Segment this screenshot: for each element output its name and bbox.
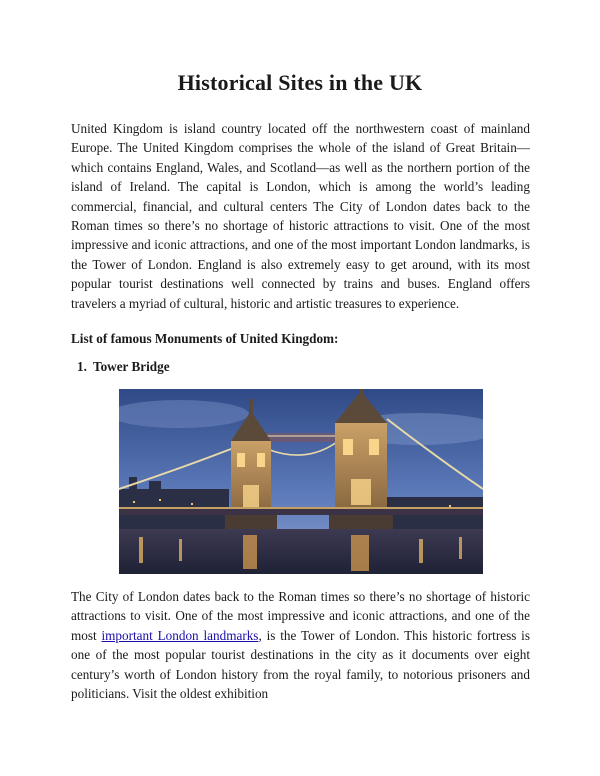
important-london-landmarks-link[interactable]: important London landmarks xyxy=(101,627,259,643)
tower-bridge-photo xyxy=(119,389,483,574)
body-text-before-link: The City of London dates back to the Roman times so there’s no shortage of historic attractions to visit. One of the most impressive and iconic attractions, and one of the most xyxy=(71,589,530,643)
body-text-after-link: , is the Tower of London. This historic fortress is one of the most popular tourist destinations in the city as it documents over eight century’s worth of London history from the royal family, to notorious prisoners and politicians. Visit the oldest exhibition xyxy=(71,627,530,702)
page-title: Historical Sites in the UK xyxy=(177,70,423,95)
list-heading: List of famous Monuments of United Kingdom: xyxy=(71,331,339,346)
body-paragraph xyxy=(71,587,530,703)
list-item-number: 1. xyxy=(77,359,87,374)
intro-paragraph: United Kingdom is island country located off the northwestern coast of mainland Europe. The United Kingdom comprises the whole of the island of Great Britain—which contains England, Wales, and Scotland—as well as the northern portion of the island of Ireland. The capital is London, which is among the world’s leading commercial, financial, and cultural centers The City of London dates back to the Roman times so there’s no shortage of historic attractions to visit. One of the most impressive and iconic attractions, and one of the most important London landmarks, is the Tower of London. England is also extremely easy to get around, with its most popular tourist destinations well connected by trains and buses. England offers travelers a myriad of cultural, historic and artistic treasures to experience. xyxy=(71,121,530,311)
list-item xyxy=(77,359,170,375)
list-item-label: Tower Bridge xyxy=(93,359,170,374)
